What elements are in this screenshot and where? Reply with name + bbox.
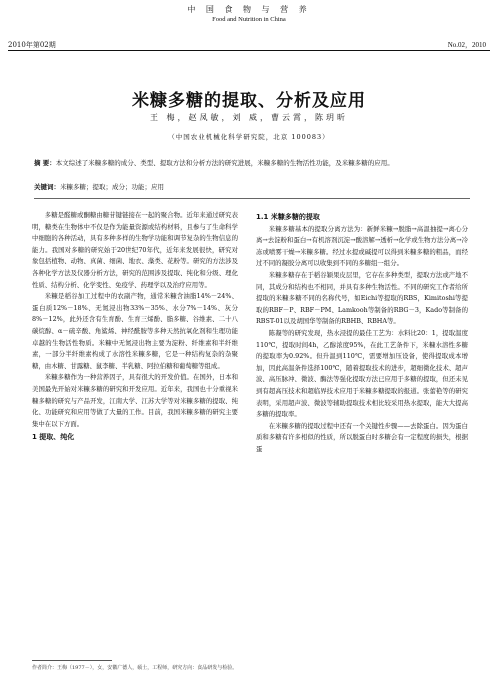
article-affiliation: （中国农业机械化科学研究院，北京 100083） — [168, 133, 330, 141]
article-authors: 王 梅，赵凤敏，刘 威，曹云霄，陈玥昕 — [149, 113, 349, 122]
right-column — [256, 210, 468, 455]
article-title: 米糠多糖的提取、分析及应用 — [132, 91, 366, 111]
abstract-divider — [34, 198, 470, 199]
keywords-label: 关键词： — [34, 183, 60, 191]
extraction-paragraph-2: 米糠多糖存在于稻谷颖果皮层里，它存在多种类型，提取方法或产地不同，其成分和结构也不相同，并具有多种生物活性。不同的研究工作者给所提取的米糠多糖不同的名称代号，如Eichi等提取的RBS，Kimitoshi等提取的RBF－P、RBF－PM、Lamkooh等制备的RBG－3，Kado等制备的RBST-01以及胡国华等制备的RBHB、RBHA等。 — [256, 270, 468, 326]
keywords — [34, 182, 470, 193]
abstract-label: 摘 要： — [34, 159, 56, 167]
section-heading-1: 1 提取、纯化 — [32, 433, 75, 442]
author-footnote: 作者简介：王梅（1977－），女，安徽广德人，硕士，工程师，研究方向：食品研发与检验。 — [32, 665, 238, 671]
header-rule — [8, 50, 490, 51]
issue-label-cn: 2010年第02期 — [8, 41, 56, 49]
section-heading-1-1: 1.1 米糠多糖的提取 — [256, 213, 320, 221]
left-column — [32, 210, 238, 444]
journal-name-en: Food and Nutrition in China — [212, 16, 286, 23]
extraction-paragraph-4: 在米糠多糖的提取过程中还有一个关键性步骤——去除蛋白。因为蛋白质和多糖有许多相似的性质，所以脱蛋白时多糖会有一定程度的损失，根据蛋 — [256, 421, 468, 453]
intro-paragraph-2: 米糠是稻谷加工过程中的农副产物，通常米糠含油脂14%－24%、蛋白质12%－18%、无氮浸出物33%－35%、水分7%－14%、灰分8%－12%，此外还含有生育酚、生育三烯酚、脂多糖、谷维素、二十八碳烷醇、α－硫辛酸、角鲨烯、神经酰胺等多种天然抗氧化剂和生理功能卓越的生物活性物质。米糠中无氮浸出物主要为淀粉、纤维素和半纤维素，一部分半纤维素构成了水溶性米糠多糖，它是一种结构复杂的杂聚糖，由木糖、甘露糖、鼠李糖、半乳糖、阿拉伯糖和葡萄糖等组成。 — [32, 292, 238, 370]
extraction-paragraph-3: 陈凝等的研究发现，热水浸提的最佳工艺为：水料比20：1，提取温度110℃，提取时间4h，乙醇浓度95%，在此工艺条件下，米糠水溶性多糖的提取率为0.92%。但升温到110℃，需要增加压设备，使得提取成本增加，因此高温条件选择100℃，随着提取技术的进步，超细微化技术、超声波、高压脉冲、微波、酶法等强化提取方法已应用于多糖的提取，但还未见到有超高压技术和超临界技术应用于米糠多糖提取的报道。张蕾艳等的研究表明，采用超声波、微波等辅助提取技术相比较采用热水提取，能大大提高多糖的提取率。 — [256, 328, 468, 419]
intro-paragraph-3: 米糠多糖作为一种营养因子，具有很大的开发价值。在国外，日本和美国最先开始对米糠多糖的研究和开发应用。近年来，我国也十分重视米糠多糖的研究与产品开发，江南大学、江苏大学等对米糠多糖的提取、纯化、功能研究和应用等做了大量的工作。目前，我国米糠多糖的研究主要集中在以下方面。 — [32, 373, 238, 428]
abstract-text: 本文综述了米糠多糖的成分、类型、提取方法和分析方法的研究进展，米糠多糖的生物活性功能，及米糠多糖的应用。 — [55, 159, 394, 167]
footnote-rule — [32, 660, 112, 661]
intro-paragraph-1: 多糖是醛糖或酮糖由糖苷键链接在一起的聚合物。近年来通过研究表明，糖类在生物体中不仅是作为能量资源或结构材料，且参与了生命科学中细胞的各种活动，具有多种多样的生物学功能和调节复杂的生物信息的能力。我国对多糖的研究始于20世纪70年代，近年来发展很快，研究对象包括植物、动物、真菌、细菌、地衣、藻类、花粉等。研究的方法涉及各种化学方法及仪器分析方法，研究的范围涉及提取、纯化和分级、理化性质、结构分析、化学变性、免疫学、药理学以及治疗应用等。 — [32, 211, 238, 289]
issue-label-en: No.02，2010 — [447, 41, 486, 49]
abstract — [34, 158, 470, 169]
journal-title-block — [0, 5, 498, 24]
keywords-text: 米糠多糖；提取；成分；功能；应用 — [60, 183, 164, 191]
journal-name-cn: 中 国 食 物 与 营 养 — [187, 5, 311, 14]
extraction-paragraph-1: 米糠多糖基本的提取分离方法为：新鲜米糠→脱脂→高温抽提→离心分离→去淀粉和蛋白→有机溶剂沉淀→酸溶解→透析→化学或生物方法分离→冷冻或喷雾干燥→米糠多糖。经过水提或碱提可以得到米糠多糖的粗品，而经过不同的凝胶分离可以收集到不同的多糖组一组分。 — [256, 224, 468, 268]
